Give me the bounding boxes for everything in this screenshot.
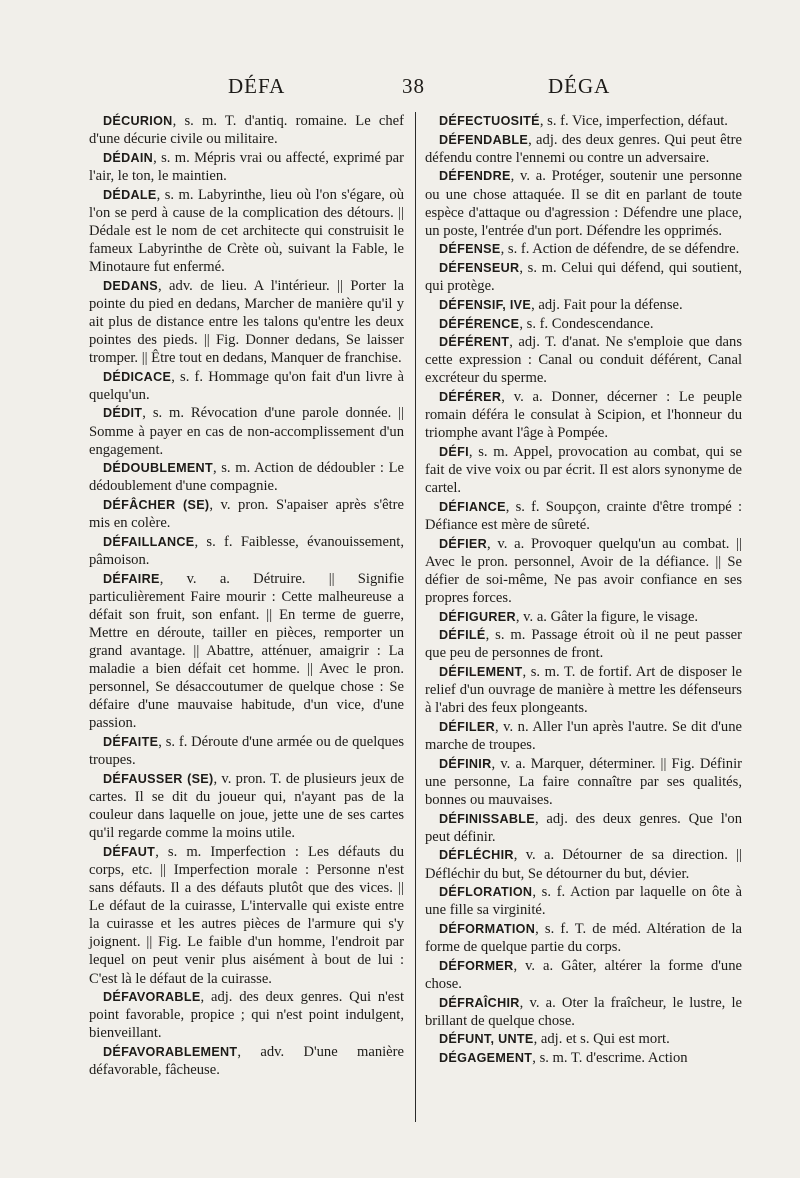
definition: , s. m. Révocation d'une parole donnée. || Somme à payer en cas de non-accomplissement d'un engagement. [89,405,404,458]
definition: , v. a. Marquer, déterminer. || Fig. Définir une personne, La faire connaître par ses qualités, bonnes ou mauvaises. [425,755,742,808]
definition: , s. m. Celui qui défend, qui soutient, qui protège. [425,260,742,295]
definition: , adv. de lieu. A l'intérieur. || Porter la pointe du pied en dedans, Marcher de manière qu'il y ait plus de distance entre les talons qu'entre les deux pointes des pieds. || Fig. Donner dedans, Se laisser tromper. || Être tout en dedans, Manquer de franchise. [89,277,404,366]
entry-deferent [425,333,742,387]
entry-dedicace [89,368,404,404]
entry-defaite [89,733,404,769]
entry-defacher [89,496,404,532]
definition: , s. m. T. de fortif. Art de disposer le relief d'un ouvrage de manière à mettre les défenseurs à l'abri des feux plongeants. [425,664,742,717]
page-header [0,74,800,104]
headword: DÉCURION [103,114,173,128]
headword: DÉFAVORABLEMENT [103,1045,238,1060]
entry-dedale [89,186,404,276]
entry-defendre [425,167,742,239]
entry-defendable [425,131,742,167]
entry-defavorablement [89,1043,404,1079]
definition: , v. a. Gâter la figure, le visage. [515,608,699,625]
headword: DÉFAVORABLE [103,990,201,1005]
definition: , s. f. Condescendance. [519,315,654,332]
entry-deformation [425,920,742,956]
definition: , adv. D'une manière défavorable, fâcheuse. [89,1044,404,1079]
running-head-left: DÉFA [228,74,286,98]
definition: , s. m. Passage étroit où il ne peut passer que peu de personnes de front. [425,627,742,662]
entry-degagement [425,1049,742,1067]
headword: DÉFINISSABLE [439,811,535,826]
entry-definir [425,755,742,809]
headword: DÉDOUBLEMENT [103,461,213,476]
entry-definissable [425,810,742,846]
definition: , v. pron. T. de plusieurs jeux de cartes. Il se dit du joueur qui, n'ayant pas de la couleur dans laquelle on joue, jette une de ses cartes qu'il regarde comme la moins utile. [89,770,404,842]
headword: DÉFORMER [439,958,514,973]
entry-defloration [425,883,742,919]
definition: , s. m. Action de dédoubler : Le dédoublement d'une compagnie. [89,460,404,495]
headword: DÉFÉRER [439,390,502,405]
headword: DÉFAUT [103,844,156,859]
headword: DÉDALE [103,187,157,202]
definition: , s. f. Action par laquelle on ôte à une fille sa virginité. [425,884,742,919]
entry-deferer [425,388,742,442]
entry-dedit [89,404,404,458]
headword: DÉDAIN [103,150,154,165]
entry-dedain [89,149,404,185]
entry-defensif [425,296,742,314]
entry-defenseur [425,259,742,295]
definition: , adj. Fait pour la défense. [531,296,683,313]
entry-defaut [89,843,404,988]
headword: DÉFÂCHER (SE) [103,498,210,513]
entry-defectuosite [425,112,742,130]
definition: , v. a. Oter la fraîcheur, le lustre, le brillant de quelque chose. [425,994,742,1029]
headword: DÉFENSEUR [439,261,520,276]
headword: DÉFILÉ [439,628,486,643]
headword: DÉDIT [103,406,143,421]
page-number: 38 [402,74,425,98]
definition: , v. a. Gâter, altérer la forme d'une chose. [425,957,742,992]
headword: DÉFENDABLE [439,132,529,147]
definition: , s. m. Appel, provocation au combat, qui se fait de vive voix ou par écrit. Il est alors synonyme de cartel. [425,444,742,497]
definition: , s. f. T. de méd. Altération de la forme de quelque partie du corps. [425,921,742,956]
headword: DEDANS [103,278,158,293]
definition: , adj. des deux genres. Qui n'est point favorable, propice ; qui n'est point indulgent, bienveillant. [89,989,404,1042]
headword: DÉFLORATION [439,885,533,900]
definition: , s. m. T. d'antiq. romaine. Le chef d'une décurie civile ou militaire. [89,113,404,148]
definition: , s. f. Vice, imperfection, défaut. [539,113,728,129]
headword: DÉFIGURER [439,609,516,624]
entry-dedoublement [89,459,404,495]
entry-defausser [89,770,404,842]
right-column [425,112,742,1068]
entry-defiance [425,498,742,534]
entry-decurion [89,112,404,148]
entry-deformer [425,957,742,993]
entry-deference [425,315,742,333]
definition: , s. f. Action de défendre, de se défendre. [500,241,740,258]
headword: DÉFAUSSER (SE) [103,771,214,786]
headword: DÉFAIRE [103,571,160,586]
entry-defi [425,443,742,497]
entry-defigurer [425,608,742,626]
definition: , s. m. Mépris vrai ou affecté, exprimé par l'air, le ton, le maintien. [89,149,404,184]
headword: DÉFAILLANCE [103,534,195,549]
column-divider [415,112,416,1122]
definition: , v. a. Donner, décerner : Le peuple romain déféra le consulat à Scipion, et l'honneur du triomphe avant l'âge à Pompée. [425,389,742,442]
entry-defilement [425,663,742,717]
entry-deflechir [425,846,742,882]
headword: DÉDICACE [103,369,172,384]
entry-defavorable [89,988,404,1042]
definition: , adj. T. d'anat. Ne s'emploie que dans cette expression : Canal ou conduit déférent, Canal excréteur du sperme. [425,334,742,387]
entry-defraichir [425,994,742,1030]
definition: , v. pron. S'apaiser après s'être mis en colère. [89,497,404,532]
left-column [89,112,404,1080]
headword: DÉFI [439,445,469,460]
definition: , s. f. Déroute d'une armée ou de quelques troupes. [89,734,404,769]
headword: DÉFORMATION [439,922,536,936]
definition: , s. m. T. d'escrime. Action [532,1050,688,1067]
entry-defaire [89,570,404,733]
entry-defense [425,240,742,258]
definition: , s. f. Hommage qu'on fait d'un livre à quelqu'un. [89,368,404,403]
definition: , v. a. Provoquer quelqu'un au combat. || Avec le pron. personnel, Avoir de la défiance. || Se défier de soi-même, Ne pas avoir confiance en ses propres forces. [425,535,742,606]
definition: , adj. des deux genres. Que l'on peut définir. [425,810,742,845]
headword: DÉFIANCE [439,499,506,514]
definition: , v. a. Protéger, soutenir une personne ou une chose attaquée. Il se dit en parlant de toute espèce d'attaque ou d'agression : Défendre une place, un poste, l'entrée d'un port. Défendre les opprimés. [425,168,742,239]
headword: DÉFÉRENCE [439,316,520,331]
headword: DÉFECTUOSITÉ [439,114,540,128]
headword: DÉFENSIF, IVE [439,297,532,312]
definition: , v. n. Aller l'un après l'autre. Se dit d'une marche de troupes. [425,719,742,754]
headword: DÉGAGEMENT [439,1051,533,1066]
running-head-right: DÉGA [548,74,611,98]
definition: , adj. et s. Qui est mort. [533,1031,670,1048]
entry-defaillance [89,533,404,569]
headword: DÉFILER [439,720,495,734]
headword: DÉFUNT, UNTE [439,1032,534,1047]
headword: DÉFAITE [103,735,159,750]
definition: , s. f. Faiblesse, évanouissement, pâmoison. [89,533,404,568]
definition: , s. f. Soupçon, crainte d'être trompé : Défiance est mère de sûreté. [425,498,742,533]
headword: DÉFILEMENT [439,665,523,680]
entry-defier [425,535,742,607]
definition: , s. m. Labyrinthe, lieu où l'on s'égare, où l'on se perd à cause de la complication des détours. || Dédale est le nom de cet architecte qui construisit le fameux Labyrinthe de Crète où, suivant la Fable, le Minotaure fut enfermé. [89,186,404,275]
headword: DÉFENDRE [439,169,511,184]
definition: , adj. des deux genres. Qui peut être défendu contre l'ennemi ou contre un adversaire. [425,131,742,166]
headword: DÉFLÉCHIR [439,848,514,863]
headword: DÉFÉRENT [439,335,510,350]
definition: , v. a. Détruire. || Signifie particulièrement Faire mourir : Cette malheureuse a défait son fruit, son enfant. || En terme de guerre, Mettre en déroute, tailler en pièces, remporter un grand avantage. || Abattre, atténuer, amaigrir : La maladie a bien défait cet homme. || Avec le pron. personnel, Se désaccoutumer de quelque chose : Se défaire d'une mauvaise habitude, d'un vice, d'une passion. [89,570,404,732]
headword: DÉFINIR [439,756,492,771]
entry-defunt [425,1030,742,1048]
headword: DÉFRAÎCHIR [439,995,520,1010]
entry-defiler [425,718,742,754]
headword: DÉFIER [439,536,487,551]
definition: , s. m. Imperfection : Les défauts du corps, etc. || Imperfection morale : Personne n'est sans défauts. Il a des défauts plutôt que des vices. || Le défaut de la cuirasse, L'intervalle qui existe entre la cuirasse et les autres pièces de l'armure qui s'y joignent. || Fig. Le faible d'un homme, l'endroit par lequel on peut venir plus aisément à bout de lui : C'est là le défaut de la cuirasse. [89,843,404,987]
entry-dedans [89,277,404,367]
headword: DÉFENSE [439,242,501,257]
entry-defile [425,626,742,662]
definition: , v. a. Détourner de sa direction. || Défléchir du but, Se détourner du but, dévier. [425,847,742,882]
